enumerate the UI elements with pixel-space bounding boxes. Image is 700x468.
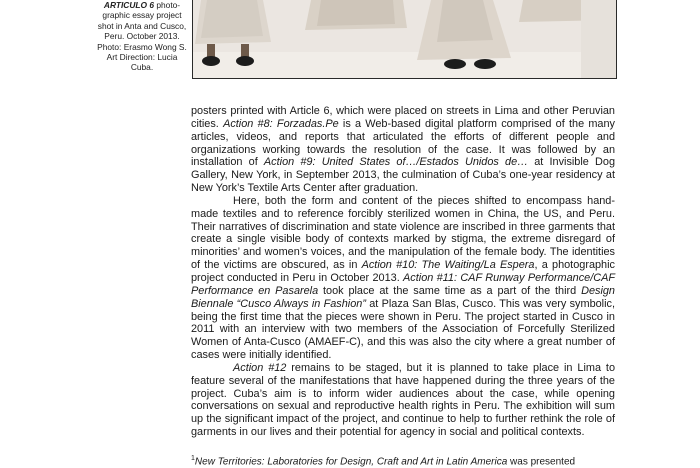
paragraph-segment-italic: Design Biennale “Cusco Always in Fashion” [191, 284, 615, 310]
paragraph-segment: remains to be staged, but it is planned to take place in Lima to feature several of the manifestations that have happened during the three years of the project. Cuba’s aim is to inform wider audiences about the case, while opening conversations on sexual and reproductive health rights in Peru. The exhibition will sum up the significant impact of the project, and continue to help to further rethink the role of garments in our lives and their potential for agency in social and political contexts. [191, 361, 616, 439]
footnote-text: was presented [507, 456, 576, 468]
paragraph-segment: is a Web-based digital platform comprised of the many articles, videos, and reports that articulated the efforts of different people and organizations working towards the resolution of the case. It was followed by an installation of [191, 117, 615, 169]
paragraph-segment-italic: Action #8: Forzadas.Pe [223, 117, 339, 130]
paragraph-1 [191, 105, 615, 195]
footnote-title: New Territories: Laboratories for Design, Craft and Art in Latin America [194, 456, 508, 468]
paragraph-segment: Here, both the form and content of the pieces shifted to encompass hand-made textiles and to reference forcibly sterilized women in China, the US, and Peru. Their narratives of discrimination and state violence are inscribed in three garments that create a single visible body of contexts marked by stigma, the extreme disregard of minorities’ and women’s voices, and the manipulation of the female body. The identities of the victims are obscured, as in [191, 194, 615, 272]
footnote [191, 452, 621, 468]
paragraph-segment-italic: Action #11: CAF Runway Performance/CAF Performance en Pasarela [191, 271, 616, 297]
footnote-marker: 1 [191, 455, 195, 462]
paragraph-3 [191, 362, 615, 439]
article-body [191, 105, 615, 439]
paragraph-segment-italic: Action #10: The Waiting/La Espera [361, 259, 535, 272]
caption-text: photo-graphic essay project shot in Anta and Cusco, Peru. October 2013. Photo: Erasmo Wong S. Art Direction: Lucia Cuba. [97, 0, 187, 73]
paragraph-segment: , a photographic project conducted in Peru in October 2013. [191, 259, 615, 284]
caption-lead: ARTICULO 6 [103, 0, 155, 10]
paragraph-segment-italic: Action #12 [233, 361, 287, 374]
photo [192, 0, 617, 79]
photo-image [193, 0, 616, 78]
paragraph-2 [191, 195, 615, 362]
paragraph-segment: posters printed with Article 6, which were placed on streets in Lima and other Peruvian cities. [191, 105, 615, 130]
figure-caption [96, 0, 188, 73]
paragraph-segment: at Plaza San Blas, Cusco. This was very symbolic, being the first time that the pieces were shown in Peru. The project started in Cusco in 2011 with an interview with two members of the Association of Forcefully Sterilized Women of Anta-Cusco (AMAEF-C), and this was also the city where a great number of cases were initially identified. [191, 297, 615, 362]
paragraph-segment-italic: Action #9: United States of…/Estados Unidos de… [263, 156, 529, 169]
paragraph-segment: at Invisible Dog Gallery, New York, in September 2013, the culmination of Cuba’s one-year residency at New York’s Textile Arts Center after graduation. [191, 156, 616, 195]
paragraph-segment: took place at the same time as a part of the third [318, 284, 582, 297]
